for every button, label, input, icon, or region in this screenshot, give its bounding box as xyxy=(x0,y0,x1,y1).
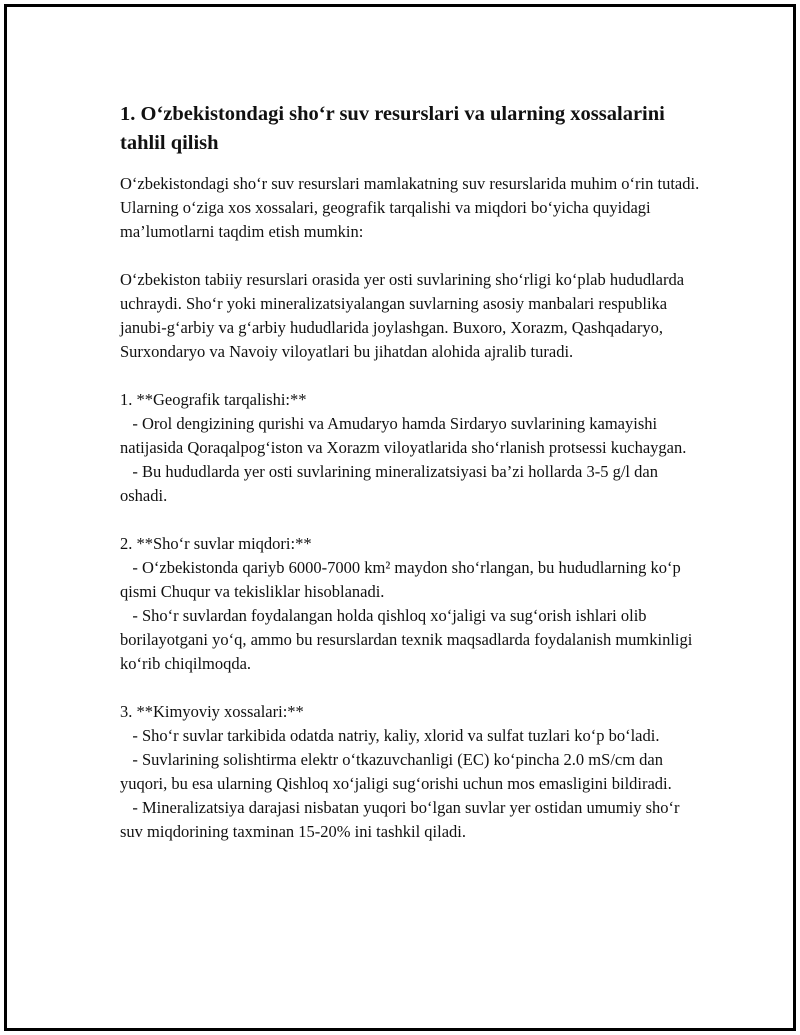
document-body xyxy=(120,100,700,868)
intro-paragraph-2: O‘zbekiston tabiiy resurslari orasida yer osti suvlarining sho‘rligi ko‘plab hududlarda uchraydi. Sho‘r yoki mineralizatsiyalangan suvlarning asosiy manbalari respublika janubi-g‘arbiy va g‘arbiy hududlarida joylashgan. Buxoro, Xorazm, Qashqadaryo, Surxondaryo va Navoiy viloyatlari bu jihatdan alohida ajralib turadi. xyxy=(120,270,685,361)
section-title: 1. **Geografik tarqalishi:** xyxy=(120,390,307,409)
section-chemical-properties xyxy=(120,700,700,844)
bullet-text: - Suvlarining solishtirma elektr o‘tkazuvchanligi (EC) ko‘pincha 2.0 mS/cm dan yuqori, bu esa ularning Qishloq xo‘jaligi sug‘orishi uchun mos emasligini bildiradi. xyxy=(120,750,672,793)
bullet-item xyxy=(120,724,700,748)
section-title: 2. **Sho‘r suvlar miqdori:** xyxy=(120,534,312,553)
bullet-text: - Sho‘r suvlar tarkibida odatda natriy, kaliy, xlorid va sulfat tuzlari ko‘p bo‘ladi. xyxy=(132,726,660,745)
section-geographic-distribution xyxy=(120,388,700,508)
bullet-text: - Mineralizatsiya darajasi nisbatan yuqori bo‘lgan suvlar yer ostidan umumiy sho‘r suv miqdorining taxminan 15-20% ini tashkil qiladi. xyxy=(120,798,684,841)
intro-paragraph-1: O‘zbekistondagi sho‘r suv resurslari mamlakatning suv resurslarida muhim o‘rin tutadi. Ularning o‘ziga xos xossalari, geografik tarqalishi va miqdori bo‘yicha quyidagi ma’lumotlarni taqdim etish mumkin: xyxy=(120,174,700,241)
bullet-item xyxy=(120,556,700,604)
bullet-item xyxy=(120,604,700,676)
bullet-item xyxy=(120,460,700,508)
bullet-item xyxy=(120,796,700,844)
bullet-text: - Orol dengizining qurishi va Amudaryo hamda Sirdaryo suvlarining kamayishi natijasida Qoraqalpog‘iston va Xorazm viloyatlarida sho‘rlanish protsessi kuchaygan. xyxy=(120,414,687,457)
page-frame xyxy=(4,4,796,1031)
document-heading: 1. O‘zbekistondagi sho‘r suv resurslari va ularning xossalarini tahlil qilish xyxy=(120,103,665,154)
bullet-item xyxy=(120,748,700,796)
bullet-text: - O‘zbekistonda qariyb 6000-7000 km² maydon sho‘rlangan, bu hududlarning ko‘p qismi Chuqur va tekisliklar hisoblanadi. xyxy=(120,558,685,601)
section-title: 3. **Kimyoviy xossalari:** xyxy=(120,702,304,721)
bullet-item xyxy=(120,412,700,460)
section-saline-water-amount xyxy=(120,532,700,676)
bullet-text: - Bu hududlarda yer osti suvlarining mineralizatsiyasi ba’zi hollarda 3-5 g/l dan oshadi. xyxy=(120,462,663,505)
bullet-text: - Sho‘r suvlardan foydalangan holda qishloq xo‘jaligi va sug‘orish ishlari olib borilayotgani yo‘q, ammo bu resurslardan texnik maqsadlarda foydalanish mumkinligi ko‘rib chiqilmoqda. xyxy=(120,606,697,673)
